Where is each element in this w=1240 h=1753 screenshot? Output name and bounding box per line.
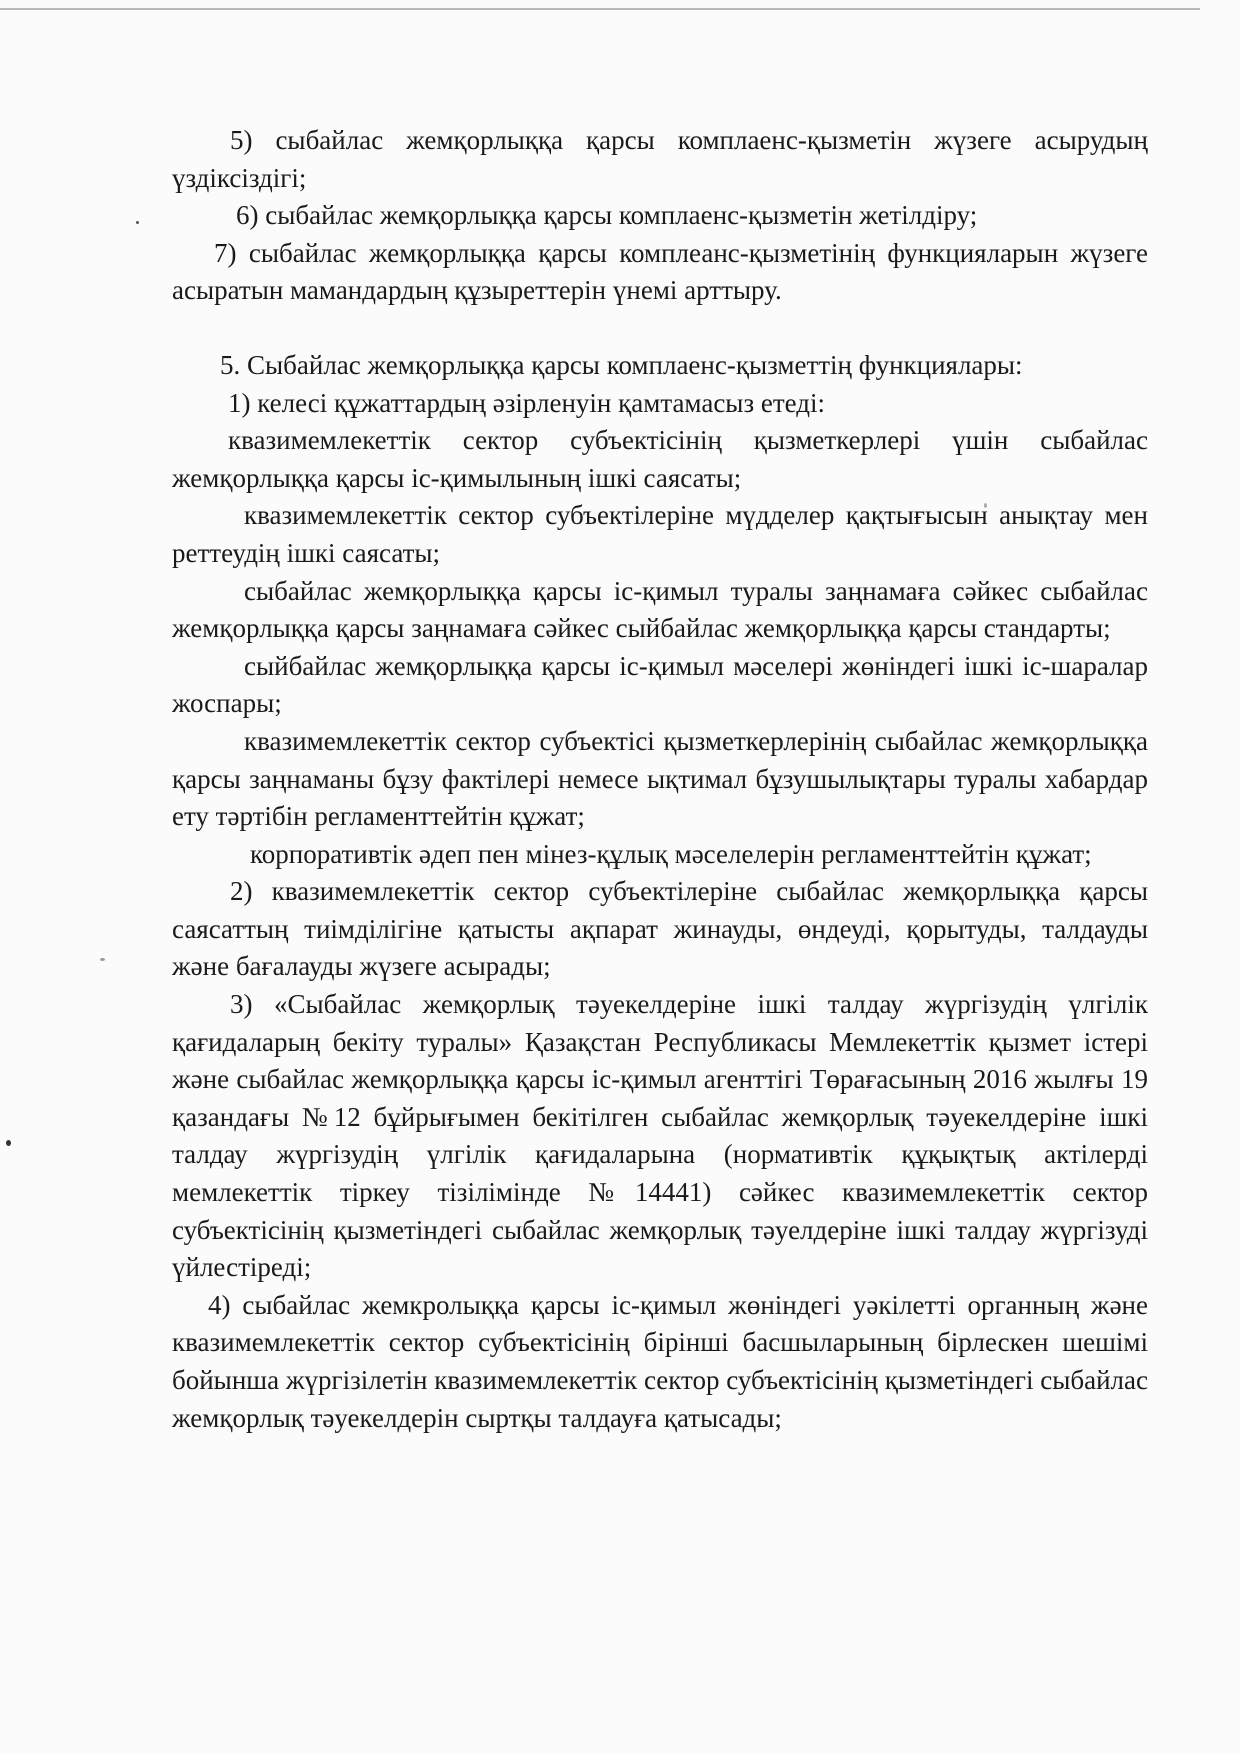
- paragraph-item-5: 5) сыбайлас жемқорлыққа қарсы комплаенс-қызметін жүзеге асырудың үздіксіздігі;: [172, 125, 1148, 193]
- scan-speck: [6, 1140, 11, 1146]
- function-1-intro: 1) келесі құжаттардың әзірленуін қамтамасыз етеді:: [228, 387, 826, 418]
- section-5-heading: 5. Сыбайлас жемқорлыққа қарсы комплаенс-қызметтің функциялары:: [220, 349, 1023, 380]
- doc-list-item: сыбайлас жемқорлыққа қарсы іс-қимыл туралы заңнамаға сәйкес сыбайлас жемқорлыққа қарсы заңнамаға сәйкес сыйбайлас жемқорлыққа қарсы стандарты;: [172, 575, 1148, 644]
- function-2: 2) квазимемлекеттік сектор субъектілеріне сыбайлас жемқорлыққа қарсы саясаттың тиімділігіне қатысты ақпарат жинауды, өндеуді, қорытуды, талдауды және бағалауды жүзеге асырады;: [172, 876, 1148, 982]
- paragraph-item-6: 6) сыбайлас жемқорлыққа қарсы комплаенс-қызметін жетілдіру;: [236, 200, 978, 231]
- paragraph-item-7: 7) сыбайлас жемқорлыққа қарсы комплеанс-қызметінің функцияларын жүзеге асыратын мамандардың құзыреттерін үнемі арттыру.: [172, 237, 1148, 306]
- function-3: 3) «Сыбайлас жемқорлық тәуекелдеріне ішкі талдау жүргізудің үлгілік қағидаларың бекіту туралы» Қазақстан Республикасы Мемлекеттік қызмет істері және сыбайлас жемқорлыққа қарсы іс-қимыл агенттігі Төрағасының 2016 жылғы 19 қазандағы №12 бұйрығымен бекітілген сыбайлас жемқорлық тәуекелдеріне ішкі талдау жүргізудің үлгілік қағидаларына (нормативтік құқықтық актілерді мемлекеттік тіркеу тізілімінде №14441) сәйкес квазимемлекеттік сектор субъектісінің қызметіндегі сыбайлас жемқорлық тәуелдеріне ішкі талдау жүргізуді үйлестіреді;: [172, 989, 1148, 1283]
- doc-list-item: квазимемлекеттік сектор субъектісі қызметкерлерінің сыбайлас жемқорлыққа қарсы заңнаманы бұзу фактілері немесе ықтимал бұзушылықтары туралы хабардар ету тәртібін регламенттейтін құжат;: [172, 725, 1148, 832]
- doc-list-item: квазимемлекеттік сектор субъектісінің қызметкерлері үшін сыбайлас жемқорлыққа қарсы іс-қимылының ішкі саясаты;: [172, 425, 1148, 493]
- page-top-edge-line: [0, 8, 1200, 10]
- doc-list-item: квазимемлекеттік сектор субъектілеріне мүдделер қақтығысын анықтау мен реттеудің ішкі саясаты;: [172, 500, 1148, 568]
- doc-list-item: корпоративтік әдеп пен мінез-құлық мәселелерін регламенттейтін құжат;: [250, 838, 1092, 869]
- doc-list-item: сыйбайлас жемқорлыққа қарсы іс-қимыл мәселері жөніндегі ішкі іс-шаралар жоспары;: [172, 650, 1148, 719]
- function-4: 4) сыбайлас жемкролыққа қарсы іс-қимыл жөніндегі уәкілетті органның және квазимемлекеттік сектор субъектісінің бірінші басшыларының бірлескен шешімі бойынша жүргізілетін квазимемлекеттік сектор субъектісінің қызметіндегі сыбайлас жемқорлық тәуекелдерін сыртқы талдауға қатысады;: [172, 1289, 1148, 1433]
- document-body: [172, 122, 1148, 1437]
- scan-speck: [100, 958, 105, 961]
- section-gap: [172, 310, 1148, 347]
- scan-speck: [136, 221, 139, 224]
